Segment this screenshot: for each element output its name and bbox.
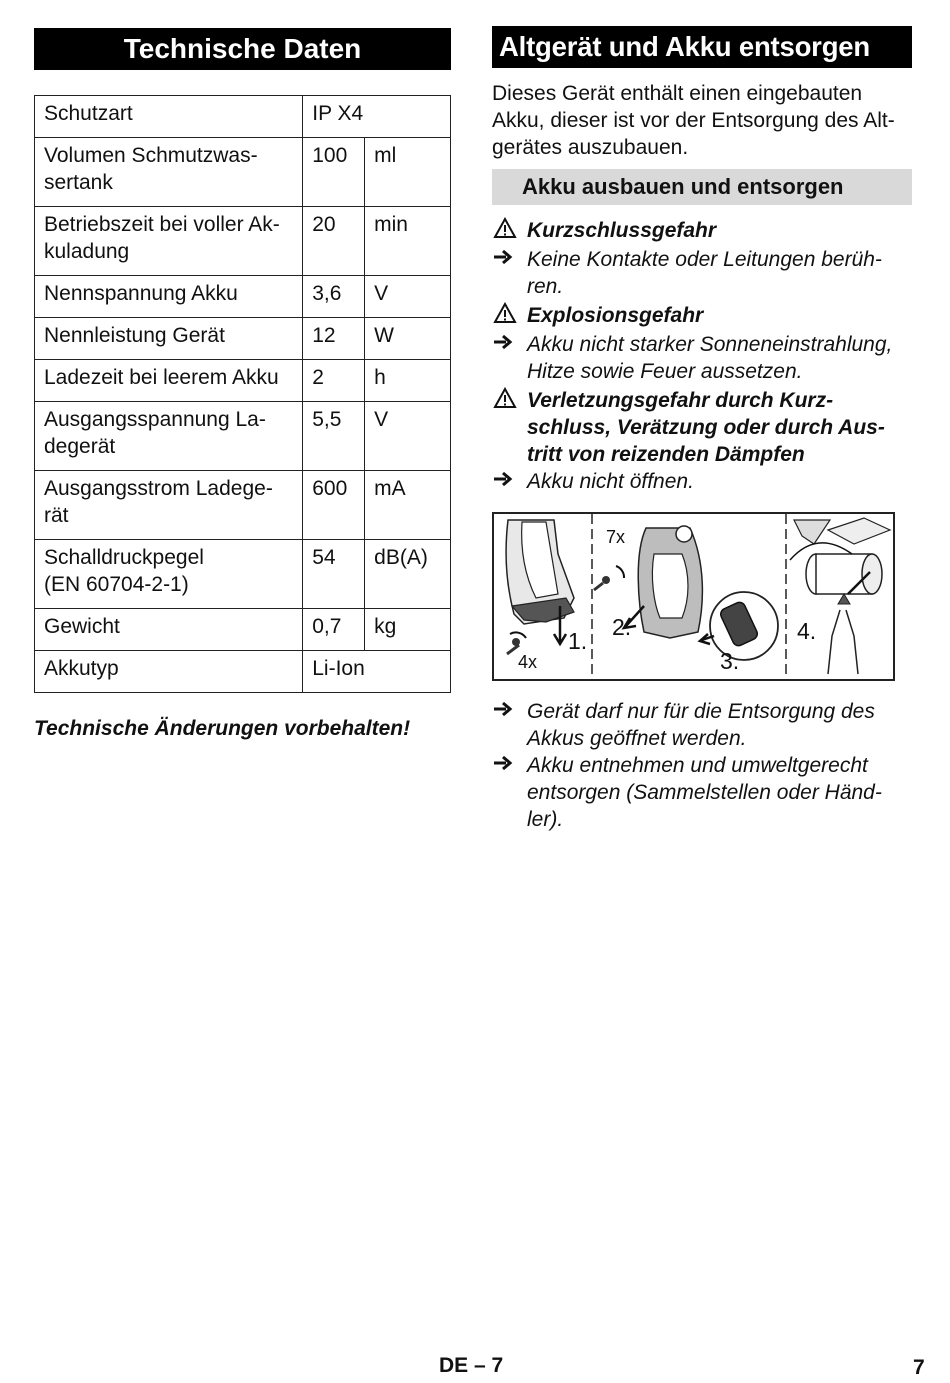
spec-value: Li-Ion: [303, 651, 451, 693]
spec-row: [35, 360, 451, 402]
warning-explosion: [492, 302, 912, 331]
warning-text: Verletzungsgefahr durch Kurz-schluss, Verätzung oder durch Aus-tritt von reizenden Dämpfen: [527, 389, 885, 466]
battery-removal-subheading: Akku ausbauen und entsorgen: [492, 169, 912, 205]
spec-label: Ausgangsspannung La- degerät: [35, 402, 303, 471]
spec-value: 54: [303, 540, 365, 609]
spec-value: IP X4: [303, 96, 451, 138]
spec-label: Ladezeit bei leerem Akku: [35, 360, 303, 402]
figure-label-7x: 7x: [606, 527, 626, 547]
spec-row: [35, 471, 451, 540]
warning-short-circuit: [492, 217, 912, 246]
spec-unit: dB(A): [365, 540, 451, 609]
page-number: 7: [913, 1356, 925, 1379]
spec-value: 5,5: [303, 402, 365, 471]
right-arrow-icon: [492, 752, 527, 833]
technical-data-heading: Technische Daten: [34, 28, 451, 70]
spec-unit: kg: [365, 609, 451, 651]
spec-label: Akkutyp: [35, 651, 303, 693]
spec-row: [35, 207, 451, 276]
warning-text: Kurzschlussgefahr: [527, 219, 717, 242]
spec-value: 100: [303, 138, 365, 207]
spec-row: [35, 402, 451, 471]
battery-removal-illustration: [492, 512, 895, 681]
spec-unit: ml: [365, 138, 451, 207]
instruction-item: [492, 752, 912, 833]
warning-triangle-icon: [492, 302, 527, 331]
figure-step-1: 1.: [568, 628, 588, 654]
warning-triangle-icon: [492, 387, 527, 468]
right-arrow-icon: [492, 331, 527, 385]
technical-data-section: [34, 28, 451, 741]
technical-changes-note: Technische Änderungen vorbehalten!: [34, 717, 411, 740]
instruction-text: Akku nicht öffnen.: [527, 470, 694, 493]
spec-label: Nennspannung Akku: [35, 276, 303, 318]
spec-row: [35, 609, 451, 651]
disposal-section: [492, 26, 912, 833]
spec-label: Schalldruckpegel (EN 60704-2-1): [35, 540, 303, 609]
instruction-text: Keine Kontakte oder Leitungen berüh-ren.: [527, 248, 882, 298]
spec-unit: mA: [365, 471, 451, 540]
instruction-item: [492, 331, 912, 385]
disposal-intro: Dieses Gerät enthält einen eingebauten Akku, dieser ist vor der Entsorgung des Alt-gerätes auszubauen.: [492, 82, 895, 159]
figure-step-2: 2.: [612, 614, 632, 640]
instruction-text: Gerät darf nur für die Entsorgung des Akkus geöffnet werden.: [527, 700, 875, 750]
spec-label: Ausgangsstrom Ladege- rät: [35, 471, 303, 540]
spec-value: 0,7: [303, 609, 365, 651]
right-arrow-icon: [492, 698, 527, 752]
right-arrow-icon: [492, 468, 527, 495]
spec-row: [35, 651, 451, 693]
spec-row: [35, 138, 451, 207]
spec-value: 20: [303, 207, 365, 276]
spec-label: Schutzart: [35, 96, 303, 138]
footer-language-page: DE – 7: [439, 1354, 504, 1377]
spec-row: [35, 318, 451, 360]
instruction-text: Akku nicht starker Sonneneinstrahlung, Hitze sowie Feuer aussetzen.: [527, 333, 893, 383]
spec-value: 2: [303, 360, 365, 402]
spec-row: [35, 276, 451, 318]
figure-label-4x: 4x: [518, 652, 538, 672]
spec-value: 3,6: [303, 276, 365, 318]
spec-value: 12: [303, 318, 365, 360]
right-arrow-icon: [492, 246, 527, 300]
spec-unit: V: [365, 276, 451, 318]
warning-text: Explosionsgefahr: [527, 304, 704, 327]
instruction-text: Akku entnehmen und umweltgerecht entsorgen (Sammelstellen oder Händ-ler).: [527, 754, 882, 831]
instruction-item: [492, 468, 912, 495]
spec-label: Volumen Schmutzwas- sertank: [35, 138, 303, 207]
spec-value: 600: [303, 471, 365, 540]
figure-step-4: 4.: [797, 618, 817, 644]
disposal-heading: Altgerät und Akku entsorgen: [492, 26, 912, 68]
warning-triangle-icon: [492, 217, 527, 246]
spec-unit: min: [365, 207, 451, 276]
spec-label: Betriebszeit bei voller Ak- kuladung: [35, 207, 303, 276]
spec-table: [34, 95, 451, 693]
spec-row: [35, 540, 451, 609]
warning-injury: [492, 387, 912, 468]
spec-unit: V: [365, 402, 451, 471]
figure-step-3: 3.: [720, 648, 740, 674]
spec-label: Gewicht: [35, 609, 303, 651]
instruction-item: [492, 698, 912, 752]
spec-unit: W: [365, 318, 451, 360]
spec-label: Nennleistung Gerät: [35, 318, 303, 360]
instruction-item: [492, 246, 912, 300]
spec-row: [35, 96, 451, 138]
spec-unit: h: [365, 360, 451, 402]
